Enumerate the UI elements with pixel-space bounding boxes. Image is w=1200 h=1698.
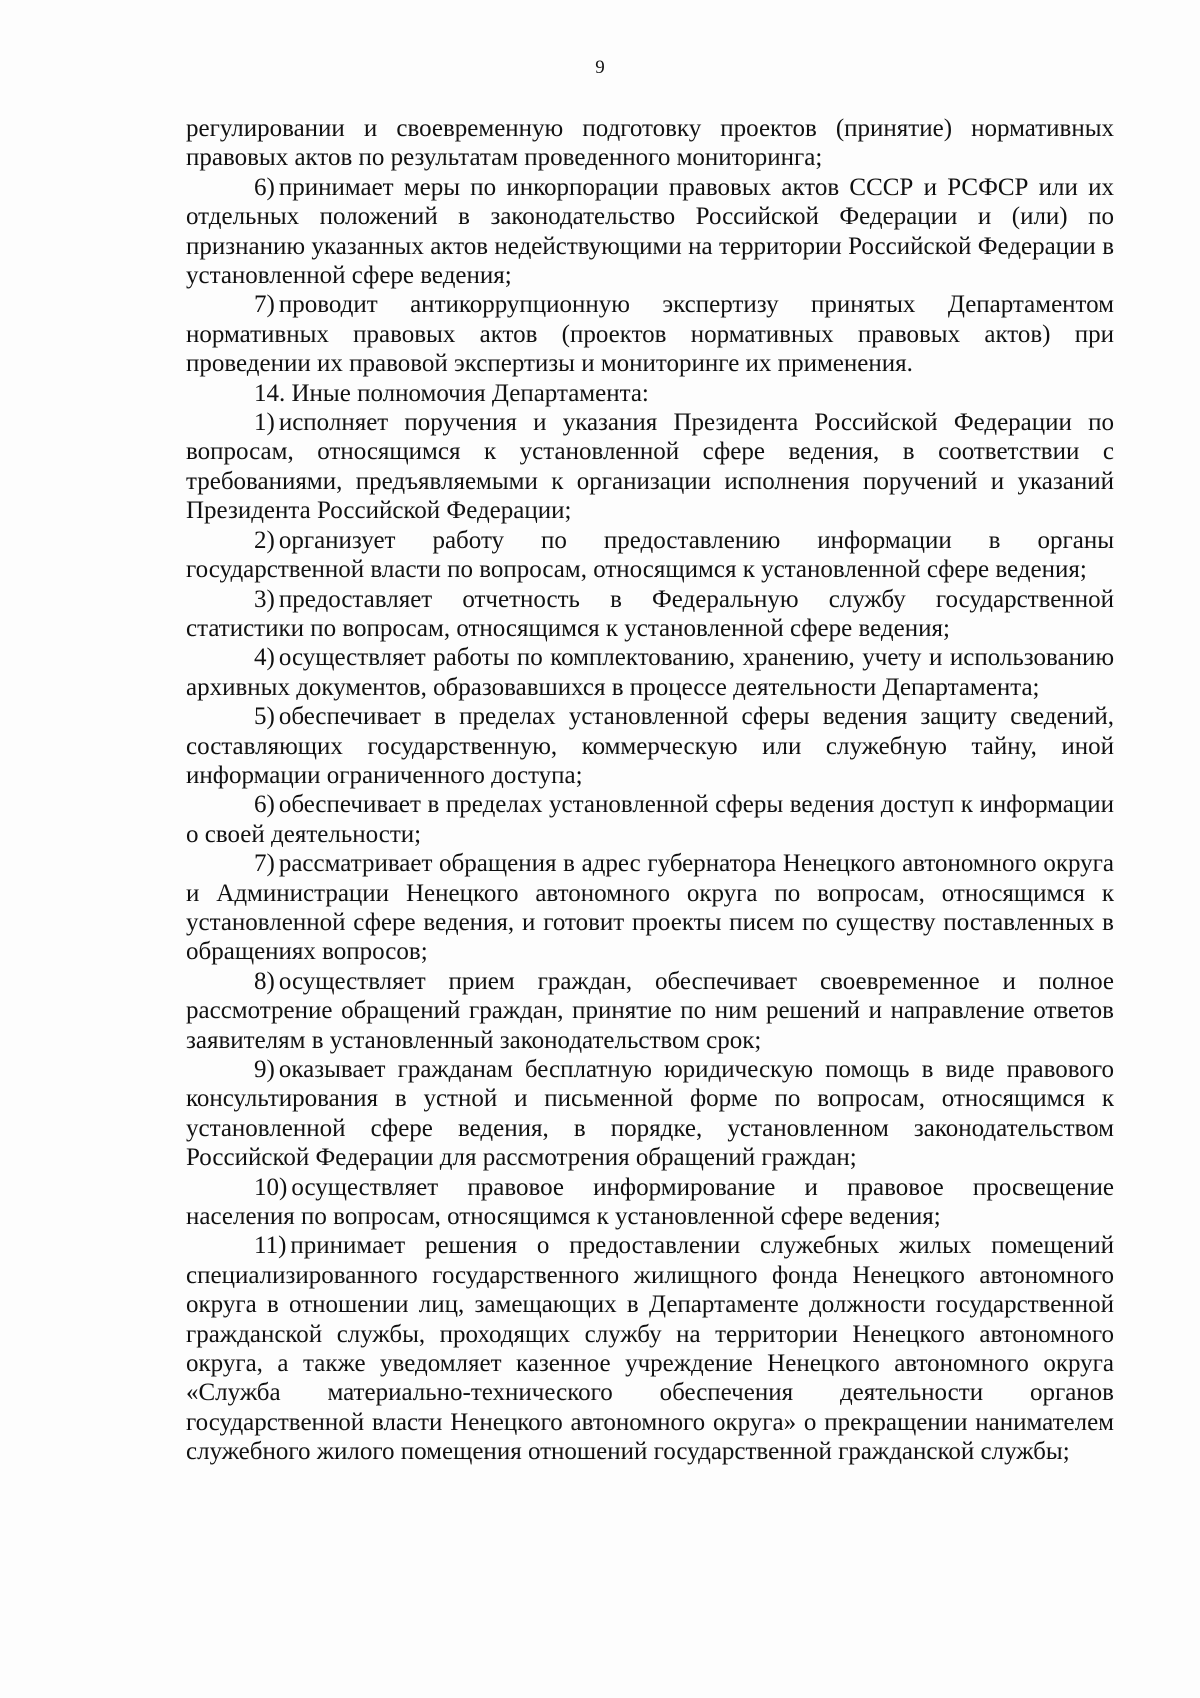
paragraph [186,790,1114,849]
paragraph-text: принимает решения о предоставлении служебных жилых помещений специализированного государственного жилищного фонда Ненецкого автономного округа в отношении лиц, замещающих в Департаменте должности государственной гражданской службы, проходящих службу на территории Ненецкого автономного округа, а также уведомляет казенное учреждение Ненецкого автономного округа «Служба материально-технического обеспечения деятельности органов государственной власти Ненецкого автономного округа» о прекращении нанимателем служебного жилого помещения отношений государственной гражданской службы; [186,1232,1114,1466]
paragraph-text: проводит антикоррупционную экспертизу принятых Департаментом нормативных правовых актов (проектов нормативных правовых актов) при проведении их правовой экспертизы и мониторинге их применения. [186,291,1114,378]
paragraph [186,408,1114,526]
list-item-number: 8) [254,967,275,995]
paragraph [186,702,1114,790]
paragraph-text: рассматривает обращения в адрес губернатора Ненецкого автономного округа и Администрации Ненецкого автономного округа по вопросам, относящимся к установленной сфере ведения, и готовит проекты писем по существу поставленных в обращениях вопросов; [186,850,1114,966]
paragraph [186,585,1114,644]
paragraph-text: осуществляет работы по комплектованию, хранению, учету и использованию архивных документов, образовавшихся в процессе деятельности Департамента; [186,644,1114,701]
paragraph [186,1055,1114,1173]
paragraph [186,849,1114,967]
list-item-number: 3) [254,585,275,613]
list-item-number: 9) [254,1056,275,1083]
paragraph [186,379,1114,408]
paragraph [186,643,1114,702]
paragraph-text: осуществляет прием граждан, обеспечивает своевременное и полное рассмотрение обращений граждан, принятие по ним решений и направление ответов заявителям в установленный законодательством срок; [186,967,1114,1054]
paragraph-text: регулировании и своевременную подготовку проектов (принятие) нормативных правовых актов по результатам проведенного мониторинга; [186,115,1114,172]
list-item-number: 6) [254,791,275,819]
paragraph [186,114,1114,173]
list-item-number: 11) [254,1232,287,1260]
list-item-number: 1) [254,409,275,437]
paragraph-text: 14. Иные полномочия Департамента: [254,379,649,407]
paragraph [186,1231,1114,1466]
paragraph [186,967,1114,1055]
page-number: 9 [595,57,605,78]
list-item-number: 2) [254,526,275,554]
paragraph-text: принимает меры по инкорпорации правовых актов СССР и РСФСР или их отдельных положений в законодательство Российской Федерации и (или) по признанию указанных актов недействующими на территории Российской Федерации в установленной сфере ведения; [186,173,1114,290]
document-body [186,114,1114,1467]
list-item-number: 10) [254,1173,288,1201]
list-item-number: 7) [254,291,275,319]
paragraph-text: осуществляет правовое информирование и правовое просвещение населения по вопросам, относящимся к установленной сфере ведения; [186,1173,1114,1231]
paragraph [186,290,1114,378]
paragraph-text: предоставляет отчетность в Федеральную службу государственной статистики по вопросам, относящимся к установленной сфере ведения; [186,585,1114,642]
paragraph-text: оказывает гражданам бесплатную юридическую помощь в виде правового консультирования в устной и письменной форме по вопросам, относящимся к установленной сфере ведения, в порядке, установленном законодательством Российской Федерации для рассмотрения обращений граждан; [186,1056,1114,1172]
paragraph [186,1173,1114,1232]
paragraph-text: обеспечивает в пределах установленной сферы ведения доступ к информации о своей деятельности; [186,791,1114,848]
paragraph [186,526,1114,585]
paragraph-text: обеспечивает в пределах установленной сферы ведения защиту сведений, составляющих государственную, коммерческую или служебную тайну, иной информации ограниченного доступа; [186,703,1114,789]
list-item-number: 7) [254,850,275,878]
paragraph-text: исполняет поручения и указания Президента Российской Федерации по вопросам, относящимся к установленной сфере ведения, в соответствии с требованиями, предъявляемыми к организации исполнения поручений и указаний Президента Российской Федерации; [186,409,1114,525]
list-item-number: 6) [254,173,275,201]
list-item-number: 5) [254,703,275,731]
list-item-number: 4) [254,644,275,672]
paragraph [186,173,1114,291]
paragraph-text: организует работу по предоставлению информации в органы государственной власти по вопросам, относящимся к установленной сфере ведения; [186,526,1114,584]
